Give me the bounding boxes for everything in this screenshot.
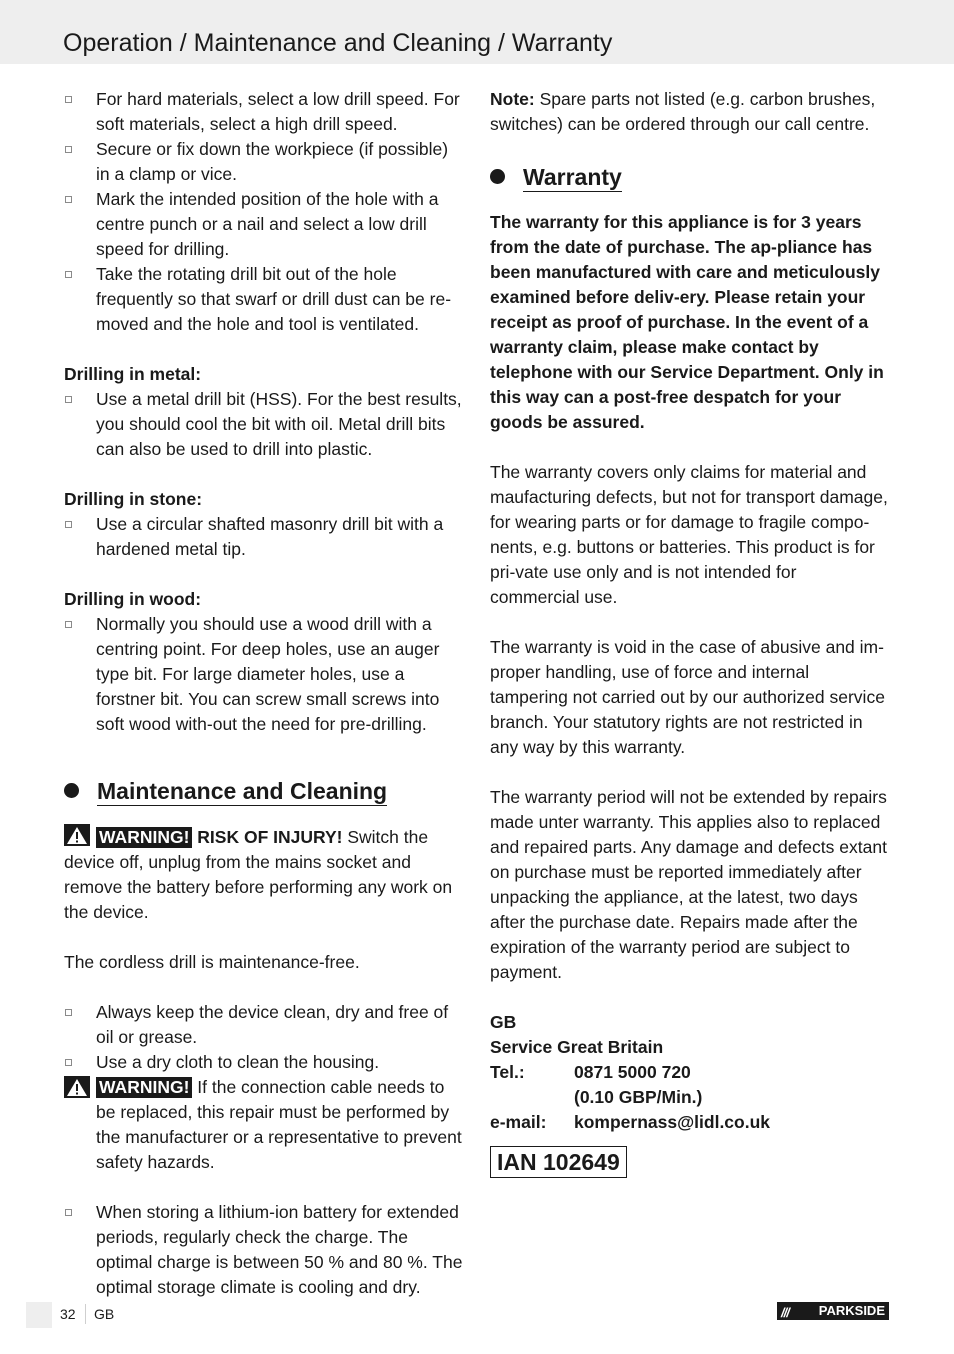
warranty-paragraph: The warranty is void in the case of abusive and im-proper handling, use of force and internal tampering not carried out by our authorized service branch. Your statutory rights are not restricted in any way by this warranty. <box>490 637 885 757</box>
service-contact <box>490 1010 890 1135</box>
list-item: For hard materials, select a low drill speed. For soft materials, select a high drill speed. <box>64 87 464 137</box>
list-item: Normally you should use a wood drill with a centring point. For deep holes, use an auger type bit. For large diameter holes, use a forstner bit. You can screw small screws into soft wood with-out the need for pre-drilling. <box>64 612 464 737</box>
square-bullet-icon <box>65 1209 72 1216</box>
subheading-wood: Drilling in wood: <box>64 589 202 609</box>
right-column <box>490 87 890 1178</box>
list-item: When storing a lithium-ion battery for extended periods, regularly check the charge. The optimal charge is between 50 % and 80 %. The optimal storage climate is cooling and dry. <box>64 1200 464 1300</box>
ian-number: IAN 102649 <box>490 1146 627 1178</box>
footer-divider <box>85 1304 86 1324</box>
warning-badge: WARNING! <box>96 1077 192 1098</box>
page-number: 32 <box>60 1306 76 1322</box>
section-heading-warranty: Warranty <box>490 162 890 198</box>
square-bullet-icon <box>65 621 72 628</box>
warning-badge: WARNING! <box>96 827 192 848</box>
contact-tel: 0871 5000 720 <box>574 1062 691 1082</box>
square-bullet-icon <box>65 96 72 103</box>
square-bullet-icon <box>65 1059 72 1066</box>
bullet-dot-icon <box>490 169 505 184</box>
logo-stripes-icon: /// <box>781 1305 789 1320</box>
maintenance-free-text: The cordless drill is maintenance-free. <box>64 952 360 972</box>
list-item: Always keep the device clean, dry and free of oil or grease. <box>64 1000 464 1050</box>
warning-paragraph: WARNING! If the connection cable needs to be replaced, this repair must be performed by the manufacturer or a representative to prevent safety hazards. <box>64 1075 464 1175</box>
list-item: Use a dry cloth to clean the housing. <box>64 1050 464 1075</box>
bullet-dot-icon <box>64 783 79 798</box>
square-bullet-icon <box>65 1009 72 1016</box>
square-bullet-icon <box>65 196 72 203</box>
footer-tab <box>26 1302 52 1328</box>
list-item: Use a metal drill bit (HSS). For the best results, you should cool the bit with oil. Metal drill bits can also be used to drill into plastic. <box>64 387 464 462</box>
square-bullet-icon <box>65 146 72 153</box>
list-item: Use a circular shafted masonry drill bit with a hardened metal tip. <box>64 512 464 562</box>
warning-triangle-icon <box>64 824 90 846</box>
section-heading-maintenance: Maintenance and Cleaning <box>64 776 464 812</box>
contact-email: kompernass@lidl.co.uk <box>574 1112 771 1132</box>
square-bullet-icon <box>65 271 72 278</box>
contact-email-row: e-mail: kompernass@lidl.co.uk <box>490 1110 890 1135</box>
subheading-metal: Drilling in metal: <box>64 364 202 384</box>
subheading-stone: Drilling in stone: <box>64 489 203 509</box>
parkside-logo: /// PARKSIDE <box>777 1302 889 1320</box>
list-item: Secure or fix down the workpiece (if possible) in a clamp or vice. <box>64 137 464 187</box>
contact-rate: (0.10 GBP/Min.) <box>574 1087 703 1107</box>
contact-tel-row: Tel.: 0871 5000 720 <box>490 1060 890 1085</box>
warranty-bold-paragraph: The warranty for this appliance is for 3 years from the date of purchase. The ap-pliance has been manufactured with care and meticulously examined before deliv-ery. Please retain your receipt as proof of purchase. In the event of a warranty claim, please make contact by telephone with our Service Department. Only in this way can a post-free despatch for your goods be assured. <box>490 212 884 432</box>
page-title: Operation / Maintenance and Cleaning / Warranty <box>63 29 613 57</box>
square-bullet-icon <box>65 521 72 528</box>
note-paragraph: Note: Spare parts not listed (e.g. carbon brushes, switches) can be ordered through our call centre. <box>490 89 876 134</box>
warning-paragraph: WARNING! RISK OF INJURY! Switch the device off, unplug from the mains socket and remove the battery before performing any work on the device. <box>64 824 464 925</box>
contact-country: GB <box>490 1012 517 1032</box>
left-column <box>64 87 464 1300</box>
page-header <box>0 0 954 64</box>
contact-service-name: Service Great Britain <box>490 1037 664 1057</box>
warranty-paragraph: The warranty period will not be extended by repairs made unter warranty. This applies also to replaced and repaired parts. Any damage and defects extant on purchase must be reported immediately after unpacking the appliance, at the latest, two days after the purchase date. Repairs made after the expiration of the warranty period are subject to payment. <box>490 787 887 982</box>
list-item: Mark the intended position of the hole with a centre punch or a nail and select a low drill speed for drilling. <box>64 187 464 262</box>
risk-label: RISK OF INJURY! <box>197 827 343 847</box>
footer-language: GB <box>94 1306 115 1322</box>
warranty-paragraph: The warranty covers only claims for material and maufacturing defects, but not for transport damage, for wearing parts or for damage to fragile compo-nents, e.g. buttons or batteries. This product is for pri-vate use only and is not intended for commercial use. <box>490 462 888 607</box>
contact-rate-row <box>490 1085 890 1110</box>
square-bullet-icon <box>65 396 72 403</box>
list-item: Take the rotating drill bit out of the hole frequently so that swarf or drill dust can be re-moved and the hole and tool is ventilated. <box>64 262 464 337</box>
warning-triangle-icon <box>64 1076 90 1098</box>
